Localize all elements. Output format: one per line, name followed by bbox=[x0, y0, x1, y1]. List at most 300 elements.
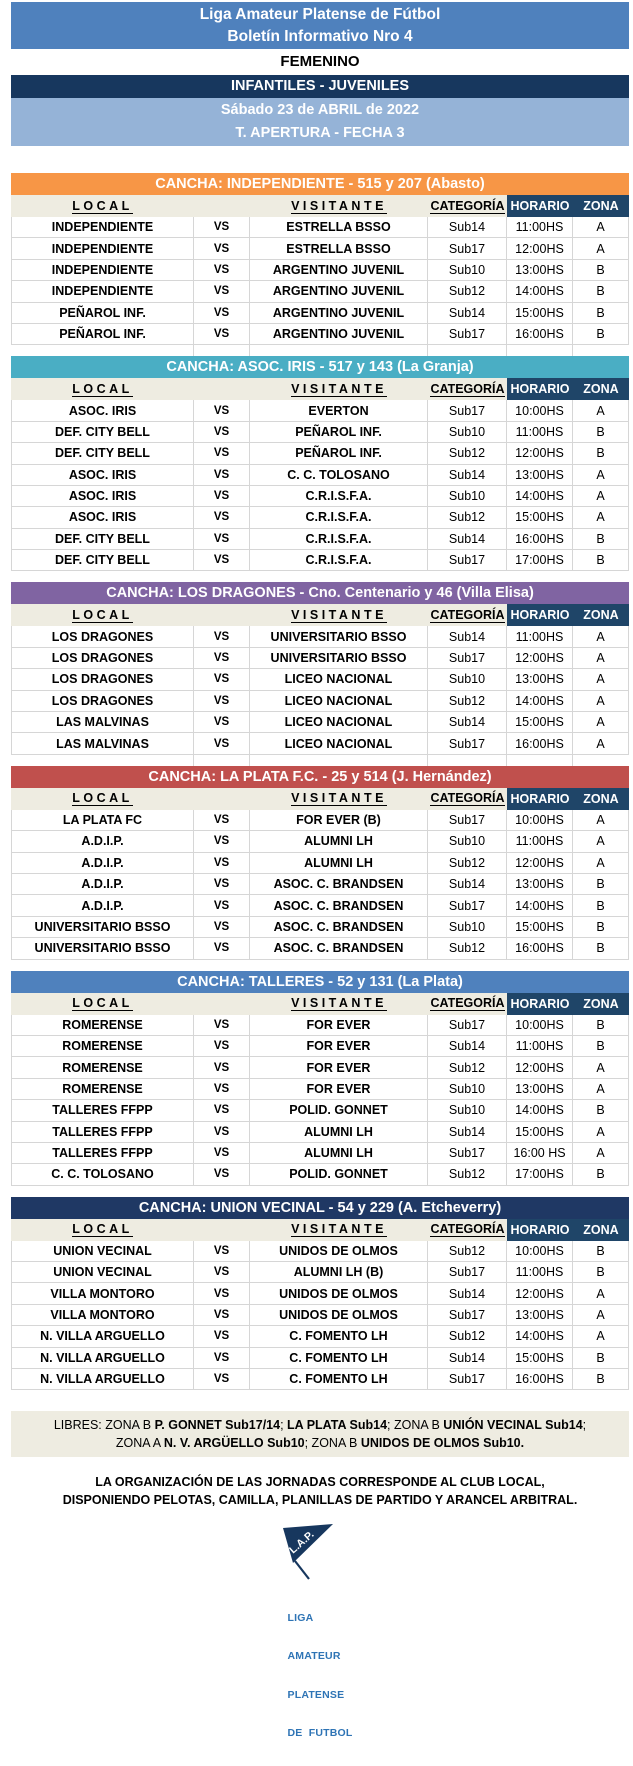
category: Sub12 bbox=[428, 281, 507, 302]
zone: B bbox=[573, 874, 629, 895]
visiting-team: EVERTON bbox=[250, 400, 428, 421]
column-header-local: LOCAL bbox=[72, 607, 133, 622]
time: 15:00HS bbox=[507, 712, 573, 733]
vs-label: VS bbox=[194, 1015, 250, 1036]
zone: B bbox=[573, 1164, 629, 1185]
time: 11:00HS bbox=[507, 1262, 573, 1283]
match-row bbox=[11, 303, 629, 324]
visiting-team: ARGENTINO JUVENIL bbox=[250, 281, 428, 302]
category: Sub14 bbox=[428, 529, 507, 550]
fixture-rows bbox=[11, 810, 629, 960]
time: 15:00HS bbox=[507, 1348, 573, 1369]
local-team: N. VILLA ARGUELLO bbox=[11, 1348, 194, 1369]
visiting-team: ARGENTINO JUVENIL bbox=[250, 303, 428, 324]
match-row bbox=[11, 712, 629, 733]
visiting-team: ASOC. C. BRANDSEN bbox=[250, 895, 428, 916]
local-team: A.D.I.P. bbox=[11, 895, 194, 916]
local-team: C. C. TOLOSANO bbox=[11, 1164, 194, 1185]
category: Sub17 bbox=[428, 895, 507, 916]
local-team: DEF. CITY BELL bbox=[11, 529, 194, 550]
match-row bbox=[11, 1348, 629, 1369]
category: Sub10 bbox=[428, 917, 507, 938]
vs-label: VS bbox=[194, 529, 250, 550]
time: 10:00HS bbox=[507, 810, 573, 831]
time: 11:00HS bbox=[507, 422, 573, 443]
column-header-local: LOCAL bbox=[72, 198, 133, 213]
local-team: A.D.I.P. bbox=[11, 831, 194, 852]
visiting-team: FOR EVER bbox=[250, 1015, 428, 1036]
local-team: UNIVERSITARIO BSSO bbox=[11, 917, 194, 938]
match-row bbox=[11, 648, 629, 669]
visiting-team: ASOC. C. BRANDSEN bbox=[250, 938, 428, 959]
zone: B bbox=[573, 1262, 629, 1283]
category: Sub12 bbox=[428, 1326, 507, 1347]
match-row bbox=[11, 810, 629, 831]
zone: A bbox=[573, 1057, 629, 1078]
time: 11:00HS bbox=[507, 831, 573, 852]
local-team: LOS DRAGONES bbox=[11, 669, 194, 690]
bulletin-header bbox=[0, 0, 633, 173]
local-team: DEF. CITY BELL bbox=[11, 443, 194, 464]
visiting-team: FOR EVER bbox=[250, 1036, 428, 1057]
visiting-team: ARGENTINO JUVENIL bbox=[250, 260, 428, 281]
zone: A bbox=[573, 486, 629, 507]
visiting-team: UNIDOS DE OLMOS bbox=[250, 1283, 428, 1304]
time: 11:00HS bbox=[507, 1036, 573, 1057]
match-row bbox=[11, 486, 629, 507]
zone: B bbox=[573, 443, 629, 464]
match-row bbox=[11, 1057, 629, 1078]
time: 12:00HS bbox=[507, 1283, 573, 1304]
match-row bbox=[11, 938, 629, 959]
category: Sub17 bbox=[428, 1143, 507, 1164]
match-row bbox=[11, 1164, 629, 1185]
match-row bbox=[11, 507, 629, 528]
column-header-categoria: CATEGORÍA bbox=[430, 381, 505, 396]
pennant-flag-icon bbox=[280, 1517, 350, 1581]
local-team: PEÑAROL INF. bbox=[11, 303, 194, 324]
local-team: UNIVERSITARIO BSSO bbox=[11, 938, 194, 959]
visiting-team: ALUMNI LH bbox=[250, 831, 428, 852]
visiting-team: LICEO NACIONAL bbox=[250, 712, 428, 733]
column-header-local: LOCAL bbox=[72, 791, 133, 806]
column-header-categoria: CATEGORÍA bbox=[430, 198, 505, 213]
vs-label: VS bbox=[194, 853, 250, 874]
zone: A bbox=[573, 810, 629, 831]
match-row bbox=[11, 324, 629, 345]
column-header-visitante: VISITANTE bbox=[291, 198, 387, 213]
local-team: ROMERENSE bbox=[11, 1079, 194, 1100]
time: 16:00 HS bbox=[507, 1143, 573, 1164]
local-team: LOS DRAGONES bbox=[11, 691, 194, 712]
match-row bbox=[11, 1305, 629, 1326]
time: 14:00HS bbox=[507, 281, 573, 302]
vs-label: VS bbox=[194, 626, 250, 647]
match-row bbox=[11, 626, 629, 647]
category: Sub10 bbox=[428, 669, 507, 690]
time: 13:00HS bbox=[507, 465, 573, 486]
visiting-team: ASOC. C. BRANDSEN bbox=[250, 917, 428, 938]
local-team: LAS MALVINAS bbox=[11, 733, 194, 754]
venue-header: CANCHA: ASOC. IRIS - 517 y 143 (La Granja) bbox=[11, 356, 629, 378]
zone: B bbox=[573, 1036, 629, 1057]
visiting-team: PEÑAROL INF. bbox=[250, 422, 428, 443]
league-title-band bbox=[11, 2, 629, 49]
column-header-visitante: VISITANTE bbox=[291, 607, 387, 622]
column-header-local: LOCAL bbox=[72, 1222, 133, 1237]
visiting-team: C. FOMENTO LH bbox=[250, 1326, 428, 1347]
local-team: ROMERENSE bbox=[11, 1015, 194, 1036]
category: Sub17 bbox=[428, 550, 507, 571]
time: 14:00HS bbox=[507, 486, 573, 507]
category: Sub14 bbox=[428, 1348, 507, 1369]
category: Sub17 bbox=[428, 1262, 507, 1283]
zone: B bbox=[573, 529, 629, 550]
category: Sub17 bbox=[428, 400, 507, 421]
vs-label: VS bbox=[194, 443, 250, 464]
match-row bbox=[11, 1122, 629, 1143]
column-header-zona: ZONA bbox=[573, 788, 629, 810]
vs-label: VS bbox=[194, 712, 250, 733]
zone: B bbox=[573, 1241, 629, 1262]
zone: B bbox=[573, 917, 629, 938]
local-team: TALLERES FFPP bbox=[11, 1122, 194, 1143]
zone: B bbox=[573, 324, 629, 345]
local-team: ASOC. IRIS bbox=[11, 507, 194, 528]
column-header-visitante: VISITANTE bbox=[291, 996, 387, 1011]
category: Sub17 bbox=[428, 1305, 507, 1326]
category: Sub10 bbox=[428, 422, 507, 443]
match-row bbox=[11, 691, 629, 712]
vs-label: VS bbox=[194, 422, 250, 443]
match-row bbox=[11, 1143, 629, 1164]
visiting-team: ALUMNI LH bbox=[250, 1143, 428, 1164]
match-row bbox=[11, 874, 629, 895]
time: 12:00HS bbox=[507, 853, 573, 874]
vs-label: VS bbox=[194, 217, 250, 238]
visiting-team: C. C. TOLOSANO bbox=[250, 465, 428, 486]
time: 12:00HS bbox=[507, 443, 573, 464]
time: 12:00HS bbox=[507, 648, 573, 669]
fixture-rows bbox=[11, 1241, 629, 1391]
column-header-horario: HORARIO bbox=[507, 1219, 573, 1241]
visiting-team: UNIVERSITARIO BSSO bbox=[250, 648, 428, 669]
zone: A bbox=[573, 626, 629, 647]
category: Sub12 bbox=[428, 938, 507, 959]
category: Sub14 bbox=[428, 1036, 507, 1057]
zone: B bbox=[573, 1369, 629, 1390]
local-team: N. VILLA ARGUELLO bbox=[11, 1369, 194, 1390]
visiting-team: LICEO NACIONAL bbox=[250, 691, 428, 712]
logo-caption-line: DE FUTBOL bbox=[287, 1727, 353, 1740]
zone: B bbox=[573, 281, 629, 302]
zone: A bbox=[573, 238, 629, 259]
time: 14:00HS bbox=[507, 895, 573, 916]
visiting-team: UNIVERSITARIO BSSO bbox=[250, 626, 428, 647]
venue-header: CANCHA: UNION VECINAL - 54 y 229 (A. Etcheverry) bbox=[11, 1197, 629, 1219]
time: 12:00HS bbox=[507, 238, 573, 259]
column-header-categoria: CATEGORÍA bbox=[430, 1222, 505, 1237]
time: 13:00HS bbox=[507, 1079, 573, 1100]
zone: B bbox=[573, 1100, 629, 1121]
category: Sub17 bbox=[428, 324, 507, 345]
match-row bbox=[11, 550, 629, 571]
vs-label: VS bbox=[194, 669, 250, 690]
local-team: ROMERENSE bbox=[11, 1057, 194, 1078]
match-row bbox=[11, 400, 629, 421]
time: 10:00HS bbox=[507, 1241, 573, 1262]
vs-label: VS bbox=[194, 1079, 250, 1100]
fixture-table bbox=[11, 582, 629, 765]
visiting-team: C.R.I.S.F.A. bbox=[250, 486, 428, 507]
match-row bbox=[11, 238, 629, 259]
match-row bbox=[11, 281, 629, 302]
time: 14:00HS bbox=[507, 691, 573, 712]
category: Sub10 bbox=[428, 1100, 507, 1121]
category: Sub14 bbox=[428, 217, 507, 238]
libres-line: LIBRES: ZONA B P. GONNET Sub17/14; LA PLATA Sub14; ZONA B UNIÓN VECINAL Sub14; bbox=[53, 1418, 587, 1433]
grid-stub-row bbox=[11, 345, 629, 356]
vs-label: VS bbox=[194, 1057, 250, 1078]
category: Sub14 bbox=[428, 626, 507, 647]
division-band: INFANTILES - JUVENILES bbox=[11, 75, 629, 98]
time: 14:00HS bbox=[507, 1100, 573, 1121]
vs-label: VS bbox=[194, 1241, 250, 1262]
match-row bbox=[11, 443, 629, 464]
vs-label: VS bbox=[194, 238, 250, 259]
local-team: ASOC. IRIS bbox=[11, 486, 194, 507]
match-row bbox=[11, 669, 629, 690]
fixture-rows bbox=[11, 400, 629, 571]
local-team: UNION VECINAL bbox=[11, 1241, 194, 1262]
fixture-rows bbox=[11, 626, 629, 765]
vs-label: VS bbox=[194, 831, 250, 852]
category: Sub10 bbox=[428, 260, 507, 281]
grid-stub-row bbox=[11, 755, 629, 766]
zone: B bbox=[573, 260, 629, 281]
match-row bbox=[11, 422, 629, 443]
local-team: LA PLATA FC bbox=[11, 810, 194, 831]
local-team: INDEPENDIENTE bbox=[11, 238, 194, 259]
time: 13:00HS bbox=[507, 1305, 573, 1326]
vs-label: VS bbox=[194, 486, 250, 507]
column-header-visitante: VISITANTE bbox=[291, 1222, 387, 1237]
time: 17:00HS bbox=[507, 550, 573, 571]
category: Sub12 bbox=[428, 1164, 507, 1185]
league-title-line1: Liga Amateur Platense de Fútbol bbox=[199, 5, 441, 23]
logo-caption-line: PLATENSE bbox=[287, 1688, 345, 1701]
vs-label: VS bbox=[194, 938, 250, 959]
time: 11:00HS bbox=[507, 626, 573, 647]
visiting-team: ARGENTINO JUVENIL bbox=[250, 324, 428, 345]
time: 13:00HS bbox=[507, 874, 573, 895]
category: Sub14 bbox=[428, 874, 507, 895]
match-row bbox=[11, 1015, 629, 1036]
logo-caption bbox=[280, 1586, 354, 1765]
vs-label: VS bbox=[194, 648, 250, 669]
visiting-team: POLID. GONNET bbox=[250, 1100, 428, 1121]
category: Sub12 bbox=[428, 853, 507, 874]
local-team: INDEPENDIENTE bbox=[11, 260, 194, 281]
visiting-team: FOR EVER bbox=[250, 1079, 428, 1100]
league-title-line2: Boletín Informativo Nro 4 bbox=[227, 27, 413, 45]
local-team: ROMERENSE bbox=[11, 1036, 194, 1057]
local-team: DEF. CITY BELL bbox=[11, 422, 194, 443]
zone: A bbox=[573, 669, 629, 690]
local-team: INDEPENDIENTE bbox=[11, 281, 194, 302]
match-row bbox=[11, 260, 629, 281]
category: Sub17 bbox=[428, 238, 507, 259]
zone: B bbox=[573, 1348, 629, 1369]
vs-label: VS bbox=[194, 874, 250, 895]
match-row bbox=[11, 1036, 629, 1057]
vs-label: VS bbox=[194, 810, 250, 831]
zone: A bbox=[573, 831, 629, 852]
category: Sub14 bbox=[428, 303, 507, 324]
fixtures bbox=[0, 173, 633, 1401]
column-header-visitante: VISITANTE bbox=[291, 381, 387, 396]
zone: A bbox=[573, 1326, 629, 1347]
zone: B bbox=[573, 1015, 629, 1036]
visiting-team: C.R.I.S.F.A. bbox=[250, 550, 428, 571]
time: 17:00HS bbox=[507, 1164, 573, 1185]
match-row bbox=[11, 895, 629, 916]
visiting-team: LICEO NACIONAL bbox=[250, 733, 428, 754]
column-header-horario: HORARIO bbox=[507, 788, 573, 810]
vs-label: VS bbox=[194, 303, 250, 324]
category: Sub17 bbox=[428, 810, 507, 831]
column-header-vs-spacer bbox=[194, 788, 250, 810]
zone: A bbox=[573, 1143, 629, 1164]
tournament-line: T. APERTURA - FECHA 3 bbox=[235, 125, 405, 141]
fixture-column-headers bbox=[11, 1219, 629, 1241]
visiting-team: PEÑAROL INF. bbox=[250, 443, 428, 464]
local-team: A.D.I.P. bbox=[11, 853, 194, 874]
visiting-team: C.R.I.S.F.A. bbox=[250, 507, 428, 528]
date-band bbox=[11, 98, 629, 146]
zone: A bbox=[573, 853, 629, 874]
match-row bbox=[11, 917, 629, 938]
match-row bbox=[11, 217, 629, 238]
zone: A bbox=[573, 1305, 629, 1326]
category-title: FEMENINO bbox=[280, 53, 360, 70]
vs-label: VS bbox=[194, 324, 250, 345]
match-row bbox=[11, 1100, 629, 1121]
zone: A bbox=[573, 733, 629, 754]
category: Sub10 bbox=[428, 1079, 507, 1100]
vs-label: VS bbox=[194, 1326, 250, 1347]
fixture-rows bbox=[11, 1015, 629, 1186]
vs-label: VS bbox=[194, 1369, 250, 1390]
category: Sub17 bbox=[428, 733, 507, 754]
time: 11:00HS bbox=[507, 217, 573, 238]
column-header-zona: ZONA bbox=[573, 1219, 629, 1241]
vs-label: VS bbox=[194, 691, 250, 712]
vs-label: VS bbox=[194, 1143, 250, 1164]
vs-label: VS bbox=[194, 1348, 250, 1369]
vs-label: VS bbox=[194, 917, 250, 938]
vs-label: VS bbox=[194, 1283, 250, 1304]
column-header-vs-spacer bbox=[194, 378, 250, 400]
time: 15:00HS bbox=[507, 303, 573, 324]
visiting-team: FOR EVER (B) bbox=[250, 810, 428, 831]
column-header-horario: HORARIO bbox=[507, 195, 573, 217]
venue-header: CANCHA: LA PLATA F.C. - 25 y 514 (J. Hernández) bbox=[11, 766, 629, 788]
zone: A bbox=[573, 465, 629, 486]
fixture-table bbox=[11, 766, 629, 960]
category: Sub12 bbox=[428, 1057, 507, 1078]
visiting-team: C.R.I.S.F.A. bbox=[250, 529, 428, 550]
visiting-team: ALUMNI LH bbox=[250, 853, 428, 874]
category: Sub17 bbox=[428, 1369, 507, 1390]
fixture-column-headers bbox=[11, 993, 629, 1015]
column-header-vs-spacer bbox=[194, 195, 250, 217]
match-row bbox=[11, 465, 629, 486]
venue-header: CANCHA: INDEPENDIENTE - 515 y 207 (Abasto) bbox=[11, 173, 629, 195]
match-row bbox=[11, 733, 629, 754]
venue-header: CANCHA: LOS DRAGONES - Cno. Centenario y 46 (Villa Elisa) bbox=[11, 582, 629, 604]
zone: A bbox=[573, 1122, 629, 1143]
zone: A bbox=[573, 712, 629, 733]
visiting-team: C. FOMENTO LH bbox=[250, 1369, 428, 1390]
match-row bbox=[11, 1369, 629, 1390]
local-team: PEÑAROL INF. bbox=[11, 324, 194, 345]
organization-note bbox=[11, 1474, 629, 1509]
zone: A bbox=[573, 217, 629, 238]
column-header-horario: HORARIO bbox=[507, 604, 573, 626]
local-team: ASOC. IRIS bbox=[11, 465, 194, 486]
local-team: LOS DRAGONES bbox=[11, 626, 194, 647]
fixture-table bbox=[11, 173, 629, 356]
vs-label: VS bbox=[194, 550, 250, 571]
visiting-team: ALUMNI LH bbox=[250, 1122, 428, 1143]
column-header-visitante: VISITANTE bbox=[291, 791, 387, 806]
column-header-local: LOCAL bbox=[72, 996, 133, 1011]
local-team: VILLA MONTORO bbox=[11, 1283, 194, 1304]
time: 14:00HS bbox=[507, 1326, 573, 1347]
date-line: Sábado 23 de ABRIL de 2022 bbox=[220, 102, 420, 118]
visiting-team: UNIDOS DE OLMOS bbox=[250, 1241, 428, 1262]
fixture-column-headers bbox=[11, 378, 629, 400]
vs-label: VS bbox=[194, 1036, 250, 1057]
local-team: VILLA MONTORO bbox=[11, 1305, 194, 1326]
fixture-column-headers bbox=[11, 195, 629, 217]
vs-label: VS bbox=[194, 281, 250, 302]
column-header-vs-spacer bbox=[194, 993, 250, 1015]
fixture-table bbox=[11, 1197, 629, 1391]
visiting-team: C. FOMENTO LH bbox=[250, 1348, 428, 1369]
match-row bbox=[11, 1241, 629, 1262]
local-team: LAS MALVINAS bbox=[11, 712, 194, 733]
local-team: A.D.I.P. bbox=[11, 874, 194, 895]
libres-note bbox=[11, 1411, 629, 1457]
column-header-horario: HORARIO bbox=[507, 993, 573, 1015]
local-team: DEF. CITY BELL bbox=[11, 550, 194, 571]
vs-label: VS bbox=[194, 1262, 250, 1283]
category: Sub14 bbox=[428, 1122, 507, 1143]
category: Sub14 bbox=[428, 712, 507, 733]
column-header-horario: HORARIO bbox=[507, 378, 573, 400]
org-note-line2: DISPONIENDO PELOTAS, CAMILLA, PLANILLAS DE PARTIDO Y ARANCEL ARBITRAL. bbox=[62, 1492, 578, 1507]
zone: A bbox=[573, 1283, 629, 1304]
league-logo bbox=[0, 1517, 633, 1765]
column-header-categoria: CATEGORÍA bbox=[430, 791, 505, 806]
visiting-team: UNIDOS DE OLMOS bbox=[250, 1305, 428, 1326]
vs-label: VS bbox=[194, 507, 250, 528]
visiting-team: POLID. GONNET bbox=[250, 1164, 428, 1185]
visiting-team: LICEO NACIONAL bbox=[250, 669, 428, 690]
zone: B bbox=[573, 895, 629, 916]
